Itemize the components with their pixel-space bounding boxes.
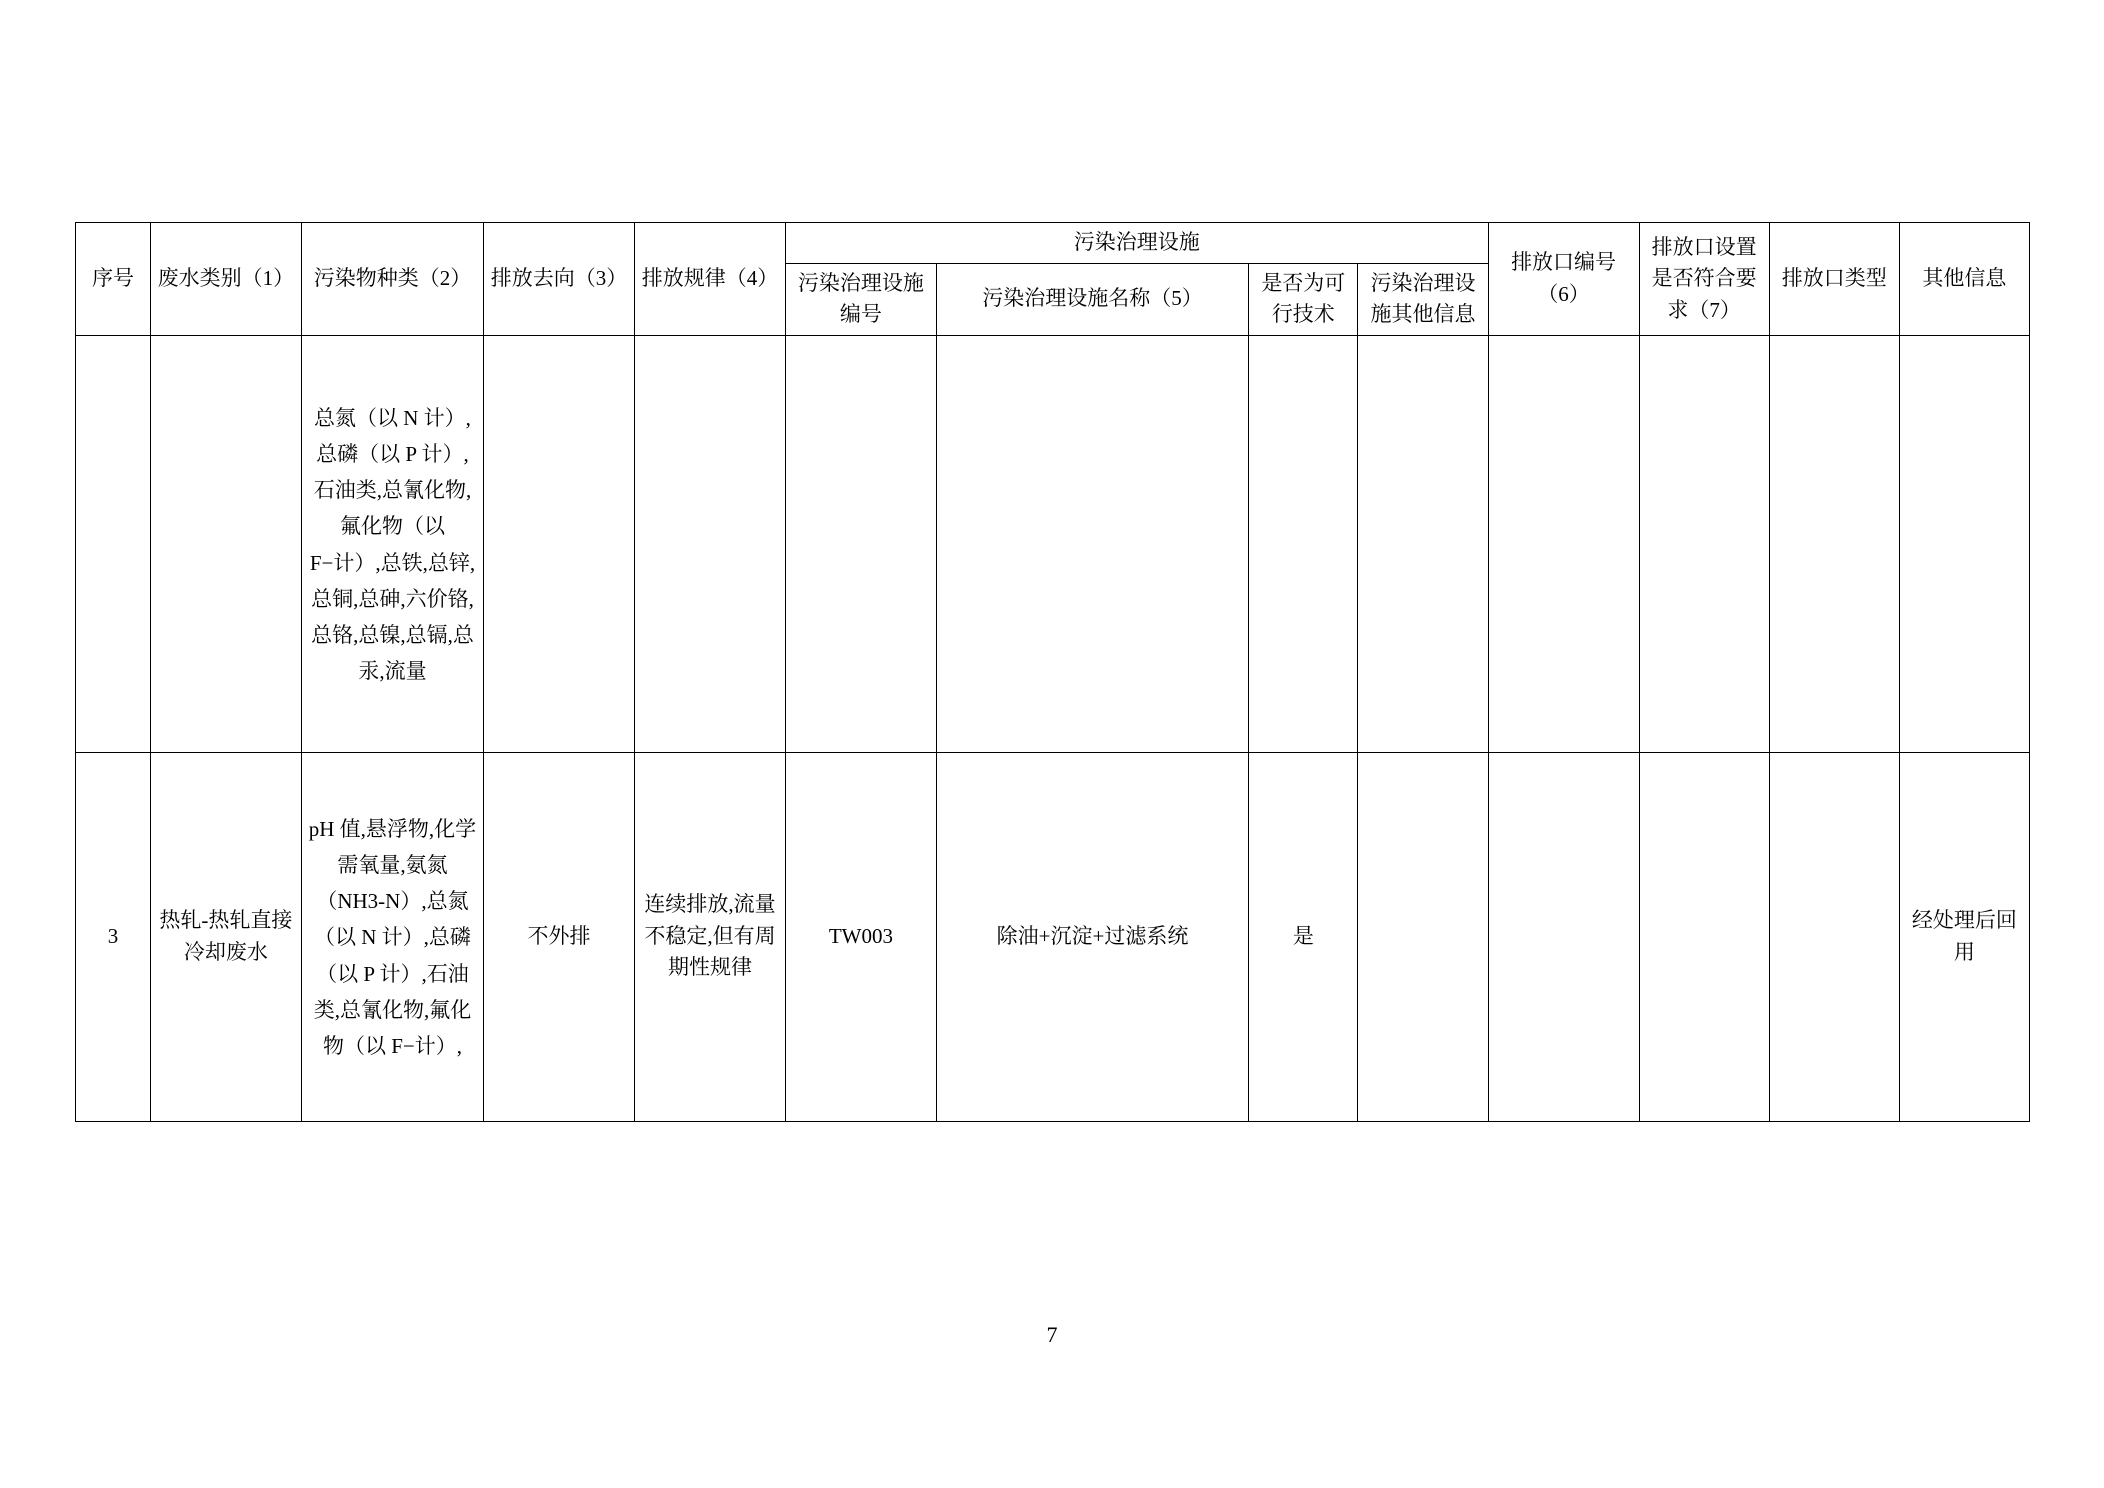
cell-outlet-type xyxy=(1769,335,1899,752)
cell-facility-name: 除油+沉淀+过滤系统 xyxy=(936,752,1248,1121)
header-other-info: 其他信息 xyxy=(1899,223,2029,336)
header-outlet-setting-compliance: 排放口设置是否符合要求（7） xyxy=(1639,223,1769,336)
header-facility-other-info: 污染治理设施其他信息 xyxy=(1358,263,1488,335)
pollutant-text: 总氮（以 N 计）,总磷（以 P 计）,石油类,总氰化物,氟化物（以 F−计）,总铁,总锌,总铜,总砷,六价铬,总铬,总镍,总镉,总汞,流量 xyxy=(309,406,476,683)
header-group-pollution-control-facility: 污染治理设施 xyxy=(785,223,1488,264)
cell-facility-id: TW003 xyxy=(785,752,936,1121)
header-facility-id: 污染治理设施编号 xyxy=(785,263,936,335)
header-facility-name: 污染治理设施名称（5） xyxy=(936,263,1248,335)
header-wastewater-category: 废水类别（1） xyxy=(150,223,301,336)
cell-other-info: 经处理后回用 xyxy=(1899,752,2029,1121)
cell-facility-other-info xyxy=(1358,335,1488,752)
cell-facility-id xyxy=(785,335,936,752)
header-pollutant-type: 污染物种类（2） xyxy=(301,223,483,336)
table-header-row-group xyxy=(76,223,2030,264)
cell-pollutant-type xyxy=(301,752,483,1121)
header-outlet-type: 排放口类型 xyxy=(1769,223,1899,336)
pollution-control-table xyxy=(75,222,2030,1122)
pollution-control-table-container xyxy=(75,222,2030,1122)
cell-discharge-pattern: 连续排放,流量不稳定,但有周期性规律 xyxy=(635,752,786,1121)
pollutant-text: pH 值,悬浮物,化学需氧量,氨氮（NH3-N）,总氮（以 N 计）,总磷（以 P 计）,石油类,总氰化物,氟化物（以 F−计）, xyxy=(308,817,477,1058)
cell-outlet-number xyxy=(1488,335,1639,752)
cell-is-feasible-tech: 是 xyxy=(1249,752,1358,1121)
cell-pollutant-type xyxy=(301,335,483,752)
header-discharge-direction: 排放去向（3） xyxy=(484,223,635,336)
cell-facility-other-info xyxy=(1358,752,1488,1121)
header-is-feasible-tech: 是否为可行技术 xyxy=(1249,263,1358,335)
cell-discharge-direction xyxy=(484,335,635,752)
cell-wastewater-category: 热轧-热轧直接冷却废水 xyxy=(150,752,301,1121)
header-outlet-number: 排放口编号（6） xyxy=(1488,223,1639,336)
cell-facility-name xyxy=(936,335,1248,752)
cell-outlet-setting-compliance xyxy=(1639,752,1769,1121)
header-discharge-pattern: 排放规律（4） xyxy=(635,223,786,336)
page-number: 7 xyxy=(1046,1322,1058,1347)
cell-outlet-number xyxy=(1488,752,1639,1121)
cell-seq xyxy=(76,335,151,752)
cell-discharge-pattern xyxy=(635,335,786,752)
cell-outlet-setting-compliance xyxy=(1639,335,1769,752)
cell-other-info xyxy=(1899,335,2029,752)
cell-seq: 3 xyxy=(76,752,151,1121)
header-seq: 序号 xyxy=(76,223,151,336)
cell-discharge-direction: 不外排 xyxy=(484,752,635,1121)
cell-outlet-type xyxy=(1769,752,1899,1121)
table-row xyxy=(76,752,2030,1121)
table-header xyxy=(76,223,2030,336)
table-row xyxy=(76,335,2030,752)
cell-wastewater-category xyxy=(150,335,301,752)
cell-is-feasible-tech xyxy=(1249,335,1358,752)
table-body xyxy=(76,335,2030,1121)
